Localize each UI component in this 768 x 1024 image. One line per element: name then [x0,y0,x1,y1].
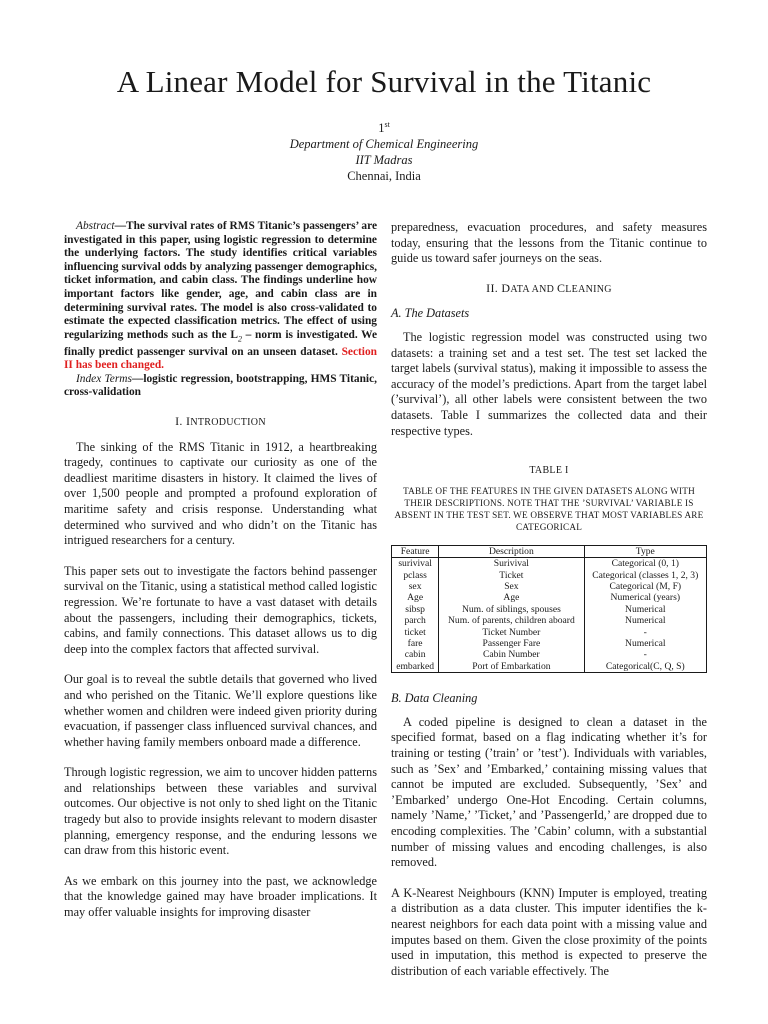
subsection-heading-data-cleaning: B. Data Cleaning [391,691,478,706]
table-cell: Numerical [584,638,706,649]
table-cell: Port of Embarkation [439,661,584,673]
table-row [392,615,707,626]
index-terms-text: —logistic regression, bootstrapping, HMS Titanic, cross-validation [64,372,377,399]
abstract [64,220,377,373]
table-cell: surivival [398,558,432,570]
table-cell: parch [404,615,426,627]
table-cell: Categorical(C, Q, S) [584,661,706,673]
table-cell: Categorical (0, 1) [584,558,706,570]
intro-heading-num: I. I [175,414,191,428]
left-column [64,220,377,921]
affiliation-institute: IIT Madras [355,153,413,167]
data-cleaning-paragraph-2: A K-Nearest Neighbours (KNN) Imputer is employed, treating a distribution as a data cluster. This imputer identifies the k-nearest neighbors for each data point with a missing value and imputes based on them. Given the close proximity of the points used in imputation, this method is expected to preserve the distribution of each variable effectively. The [391,885,707,978]
table-header-cell: Type [584,545,706,557]
intro-heading-rest: NTRODUCTION [190,417,266,428]
table-cell: Ticket [439,570,584,581]
table-cell: pclass [403,569,427,581]
table-cell: Numerical [584,615,706,626]
table-row [392,649,707,660]
table-row [392,604,707,615]
data-cleaning-paragraph-1: A coded pipeline is designed to clean a dataset in the specified format, based on a flag indicating whether it’s for training or testing (’train’ or ’test’). Individuals with variables, such as ’Sex’ and ’Embarked,’ containing missing values that cannot be imputed are excluded. Subsequently, ’Sex’ and ’Embarked’ undergo One-Hot Encoding. Certain columns, namely ’Name,’ ’Ticket,’ and ’PassengerId,’ are dropped due to encoding complexities. The ’Cabin’ column, with a substantial number of missing values and encoding challenges, is also removed. [391,714,707,870]
sec2-heading-num: II. D [486,280,511,295]
table-cell: sibsp [405,603,425,615]
paper-title: A Linear Model for Survival in the Titanic [116,64,652,99]
table-cell: sex [408,580,422,592]
table-header-cell: Description [439,545,584,557]
sec2-heading-rest2: LEANING [565,283,612,295]
table-cell: Num. of siblings, spouses [439,604,584,615]
intro-paragraph-1: The sinking of the RMS Titanic in 1912, a heartbreaking tragedy, continues to captivate our curiosity as one of the deadliest maritime disasters in history. It claimed the lives of over 1,500 people and prompted a profound exploration of maritime safety and crisis response. Understanding what determined who survived and who didn’t on the Titanic has intrigued researchers for a century. [64,439,377,548]
table-row [392,592,707,603]
table-cell: Numerical (years) [584,592,706,603]
author-superscript: st [384,120,390,129]
abstract-lead: Abstract [76,220,115,232]
table-cell: Categorical (classes 1, 2, 3) [584,570,706,581]
table-cell: Ticket Number [439,627,584,638]
table-cell: Cabin Number [439,649,584,660]
intro-paragraph-2: This paper sets out to investigate the factors behind passenger survival on the Titanic, using a statistical method called logistic regression. We’re fortunate to have a vast dataset with details about the passengers, including their demographics, tickets, cabins, and family connections. This dataset allows us to dig deep into the complex factors that affected survival. [64,563,377,656]
table-description: TABLE OF THE FEATURES IN THE GIVEN DATASETS ALONG WITH THEIR DESCRIPTIONS. NOTE THAT THE ’SURVIVAL’ VARIABLE IS ABSENT IN THE TEST SET. WE OBSERVE THAT MOST VARIABLES ARE CATEGORICAL [394,485,704,532]
table-row [392,638,707,649]
table-cell: - [584,649,706,660]
affiliation-department: Department of Chemical Engineering [289,137,479,151]
index-terms-lead: Index Terms [76,372,132,385]
table-row [392,581,707,592]
table-cell: fare [407,637,423,649]
table-cell: embarked [396,660,435,672]
table-cell: ticket [404,626,426,638]
index-terms [64,373,377,400]
intro-paragraph-4: Through logistic regression, we aim to uncover hidden patterns and relationships between these variables and survival outcomes. Our objective is not only to shed light on the Titanic tragedy but also to provide insights relevant to modern disaster planning, emergency response, and the enduring lessons we can draw from this historic event. [64,765,377,858]
abstract-subscript: 2 [237,334,242,344]
table-cell: cabin [404,649,426,661]
table-row [392,570,707,581]
table-cell: Passenger Fare [439,638,584,649]
sec2-heading-c: C [556,280,566,295]
author-number: 1 [378,121,385,136]
section-heading-introduction [64,414,377,431]
section-heading-data-cleaning [391,281,707,298]
subsection-heading-datasets: A. The Datasets [391,306,470,321]
features-table [391,545,707,673]
intro-paragraph-3: Our goal is to reveal the subtle details that governed who lived and who perished on the Titanic. We’ll explore questions like whether women and children were indeed given priority during evacuation, if passenger class influenced survival chances, and whether having family members onboard made a difference. [64,672,377,749]
table-row [392,661,707,673]
table-cell: Numerical [584,604,706,615]
author [0,120,768,136]
intro-paragraph-5-continued: preparedness, evacuation procedures, and safety measures today, ensuring that the lessons from the Titanic continue to guide us toward safer journeys on the seas. [391,220,707,266]
abstract-text2: – norm is investigated. We finally predict passenger survival on an unseen dataset. [64,328,377,358]
table-header-row [392,545,707,557]
table-cell: Age [407,592,424,604]
right-column [391,220,707,979]
datasets-paragraph: The logistic regression model was constructed using two datasets: a training set and a test set. The test set lacked the target labels (survival status), making it impossible to assess the accuracy of the model’s predictions. Apart from the target label (’survival’), all other labels were consistent between the two datasets. Table I summarizes the collected data and their respective types. [391,329,707,438]
sec2-heading-rest1: ATA AND [510,283,557,295]
intro-paragraph-5: As we embark on this journey into the past, we acknowledge that the knowledge gained may have broader implications. It may offer valuable insights for improving disaster [64,873,377,920]
table-cell: Categorical (M, F) [584,581,706,592]
table-cell: Sex [439,581,584,592]
table-row [392,627,707,638]
table-row [392,558,707,570]
abstract-text: —The survival rates of RMS Titanic’s passengers’ are investigated in this paper, using logistic regression to determine the underlying factors. The study identifies critical variables influencing survival odds by analyzing passenger demographics, ticket information, and cabin class. The findings underline how important factors like gender, age, and cabin class are in determining survival rates. The model is also cross-validated to estimate the expected classification metrics. The effect of using regularizing methods such as the L [64,220,377,341]
table-caption: TABLE I [529,465,569,477]
table-cell: - [584,627,706,638]
affiliation-location: Chennai, India [347,169,421,183]
section-changed-note[interactable]: Section II has been changed. [64,345,377,372]
table-header-cell: Feature [392,545,439,557]
table-cell: Age [439,592,584,603]
table-cell: Surivival [439,558,584,570]
table-cell: Num. of parents, children aboard [439,615,584,626]
